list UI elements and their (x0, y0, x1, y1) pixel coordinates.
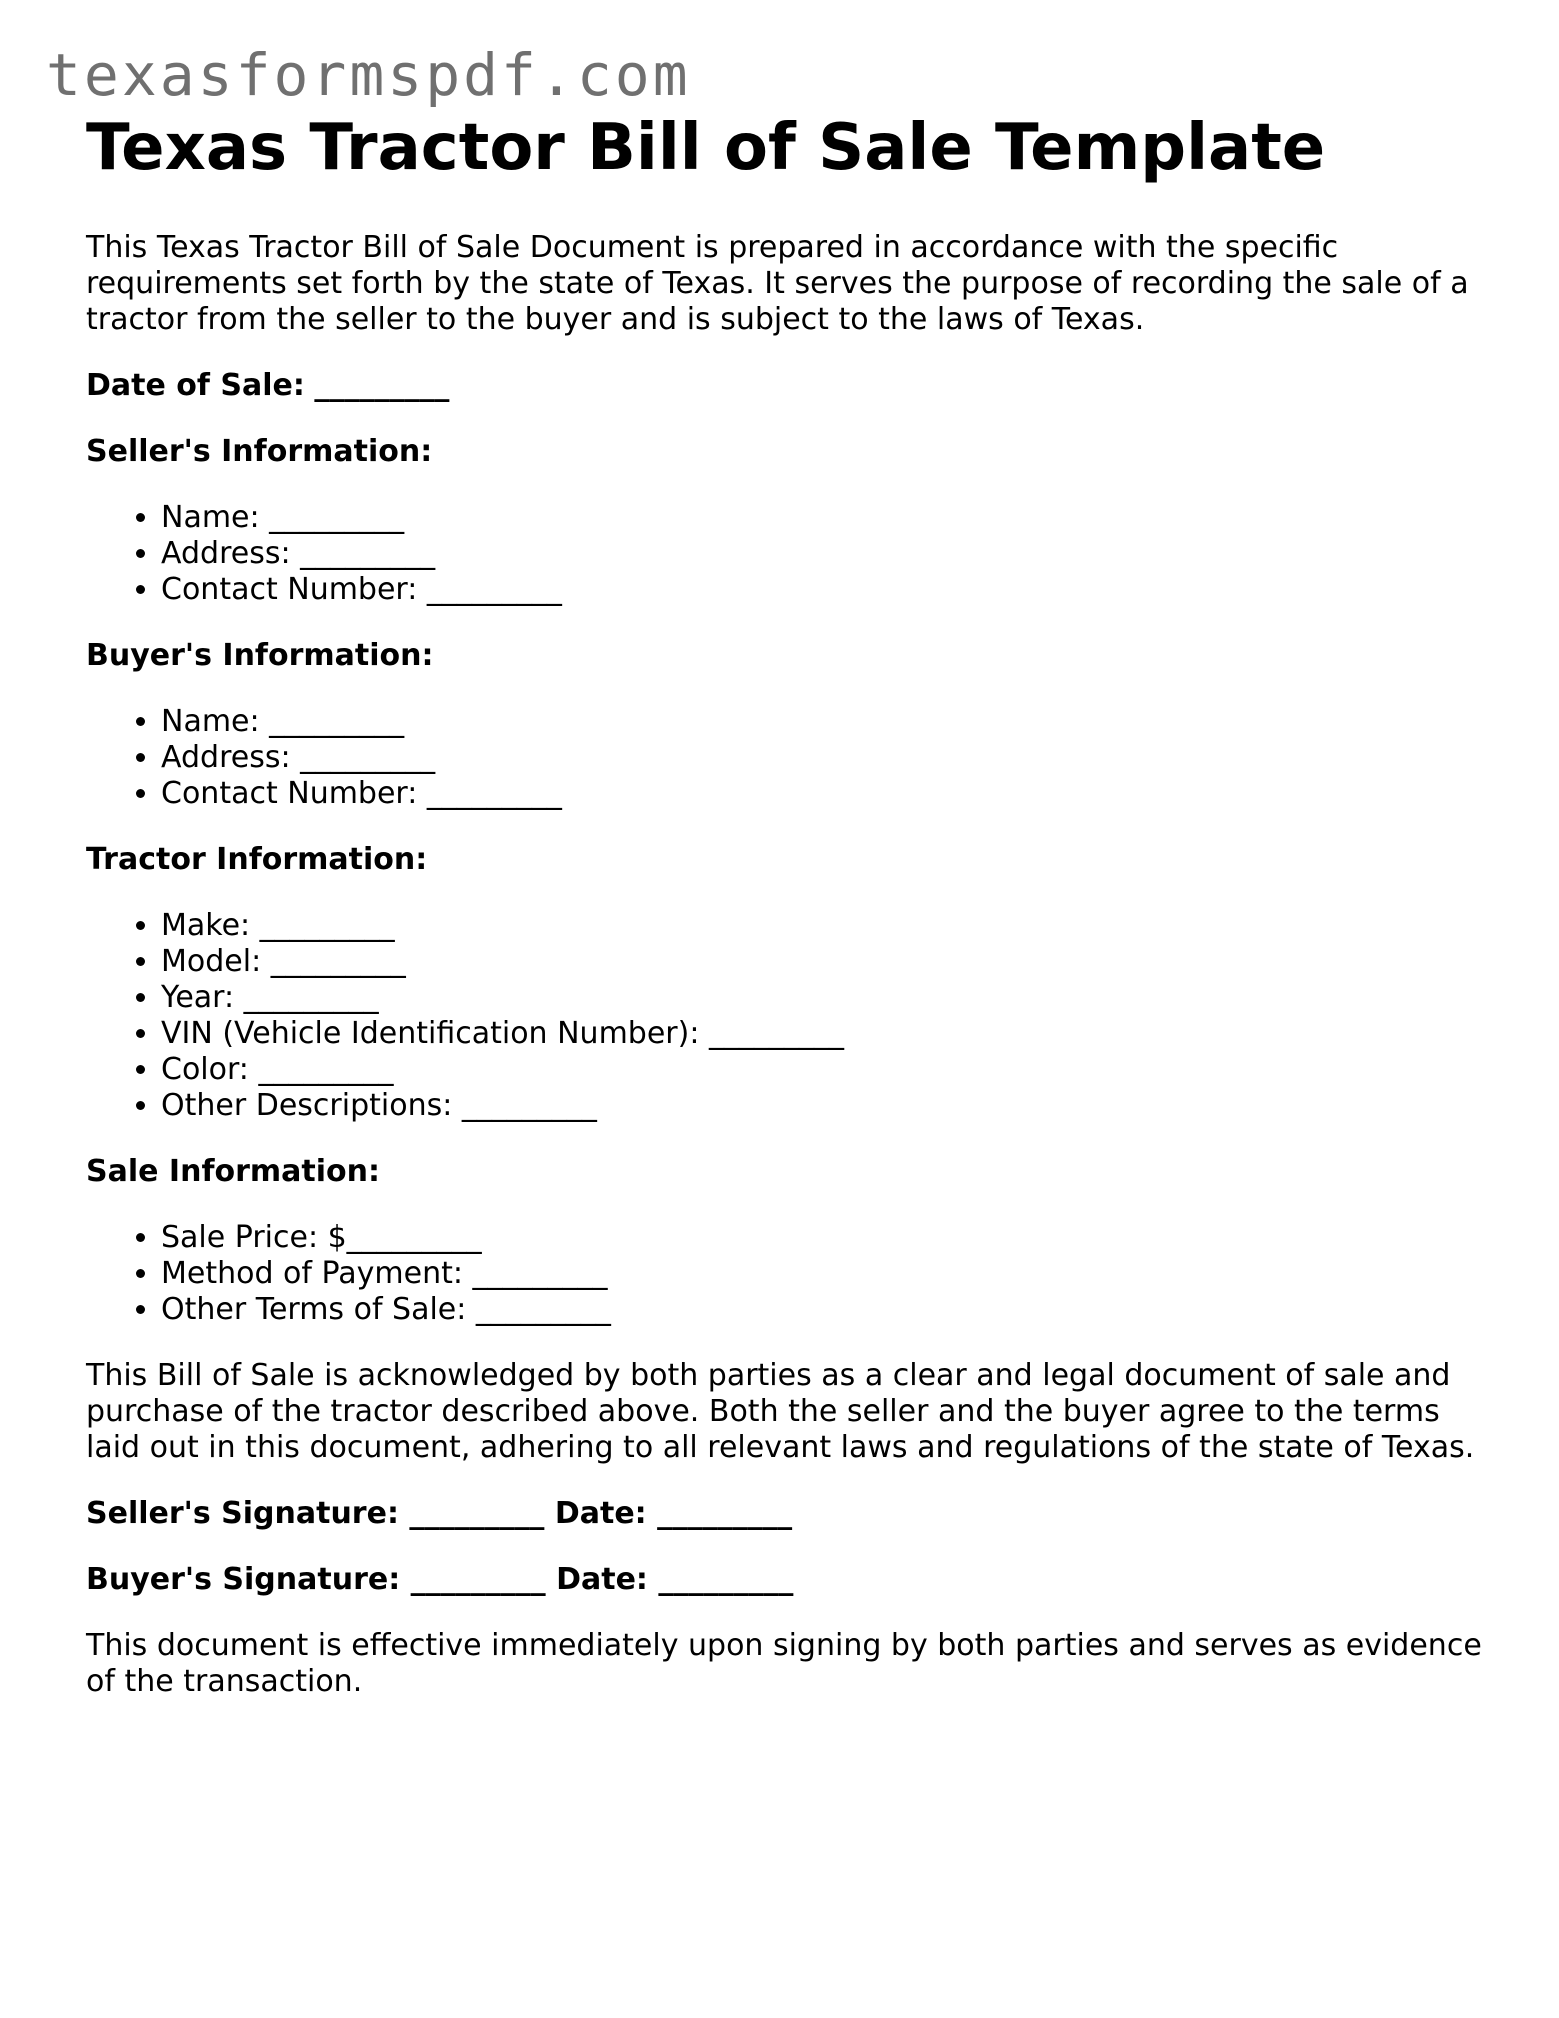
buyer-contact-field: • Contact Number: _________ (161, 776, 1486, 812)
seller-signature-line: Seller's Signature: _________ Date: _________ (86, 1496, 793, 1531)
seller-name-field: • Name: _________ (161, 500, 1486, 536)
seller-contact-field: • Contact Number: _________ (161, 572, 1486, 608)
tractor-vin-field: • VIN (Vehicle Identification Number): _________ (161, 1016, 1486, 1052)
buyer-signature-line: Buyer's Signature: _________ Date: _________ (86, 1562, 794, 1597)
sale-info-heading: Sale Information: (86, 1154, 380, 1189)
tractor-other-descriptions-field: • Other Descriptions: _________ (161, 1088, 1486, 1124)
seller-address-field: • Address: _________ (161, 536, 1486, 572)
page-title: Texas Tractor Bill of Sale Template (86, 111, 1326, 185)
date-of-sale-field (86, 368, 1486, 404)
tractor-color-field: • Color: _________ (161, 1052, 1486, 1088)
document-page (86, 108, 1486, 1700)
sale-price-field: • Sale Price: $_________ (161, 1220, 1486, 1256)
date-of-sale-blank: _________ (314, 368, 450, 403)
buyer-info-heading: Buyer's Information: (86, 638, 434, 673)
watermark: texasformspdf.com (46, 41, 691, 109)
tractor-make-field: • Make: _________ (161, 908, 1486, 944)
acknowledgement-paragraph: This Bill of Sale is acknowledged by both parties as a clear and legal document of sale and purchase of the tractor described above. Both the seller and the buyer agree to the terms laid out in this document, adhering to all relevant laws and regulations of the state of Texas. (86, 1358, 1475, 1465)
other-terms-field: • Other Terms of Sale: _________ (161, 1292, 1486, 1328)
tractor-year-field: • Year: _________ (161, 980, 1486, 1016)
buyer-address-field: • Address: _________ (161, 740, 1486, 776)
seller-info-list (86, 500, 1486, 608)
effective-note: This document is effective immediately upon signing by both parties and serves as evidence of the transaction. (86, 1628, 1482, 1699)
date-of-sale-label: Date of Sale: (86, 368, 305, 403)
buyer-name-field: • Name: _________ (161, 704, 1486, 740)
tractor-info-heading: Tractor Information: (86, 842, 428, 877)
intro-paragraph: This Texas Tractor Bill of Sale Document is prepared in accordance with the specific requirements set forth by the state of Texas. It serves the purpose of recording the sale of a tractor from the seller to the buyer and is subject to the laws of Texas. (86, 230, 1469, 337)
buyer-info-list (86, 704, 1486, 812)
seller-info-heading: Seller's Information: (86, 434, 433, 469)
tractor-model-field: • Model: _________ (161, 944, 1486, 980)
payment-method-field: • Method of Payment: _________ (161, 1256, 1486, 1292)
sale-info-list (86, 1220, 1486, 1328)
tractor-info-list (86, 908, 1486, 1124)
